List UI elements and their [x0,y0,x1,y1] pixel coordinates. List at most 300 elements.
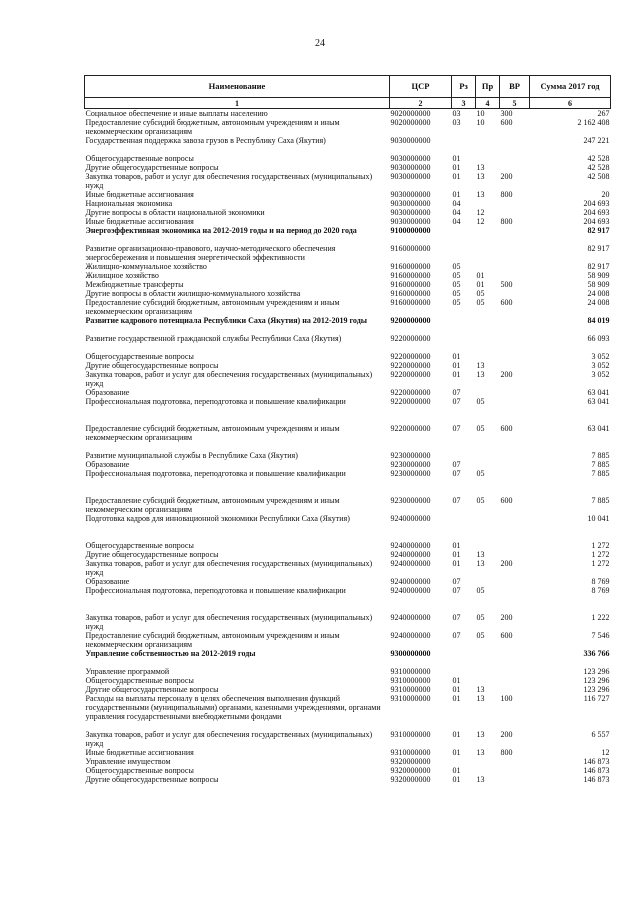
cell-name: Управление собственностью на 2012-2019 годы [85,649,256,658]
cell-sum: 1 272 [591,550,610,559]
cell-name: Закупка товаров, работ и услуг для обеспечения государственных (муниципальных) нужд [85,613,373,631]
cell-rz: 07 [452,469,461,478]
cell-pr: 10 [476,118,485,127]
table-row [85,334,611,352]
col-num: 4 [476,98,500,109]
cell-pr [476,262,500,271]
cell-vr: 600 [500,496,513,505]
cell-pr: 01 [476,280,485,289]
cell-sum: 63 041 [587,424,610,433]
header-name: Наименование [85,76,390,98]
cell-sum: 247 221 [583,136,610,145]
cell-pr [476,451,500,460]
cell-vr [500,685,530,694]
cell-vr [500,289,530,298]
table-body [85,109,611,785]
cell-name: Развитие кадрового потенциала Республики Саха (Якутия) на 2012-2019 годы [85,316,367,325]
cell-rz: 01 [452,775,461,784]
cell-pr: 12 [476,217,485,226]
cell-csr: 9030000000 [390,217,431,226]
cell-pr [476,388,500,397]
cell-csr: 9240000000 [390,559,431,568]
cell-csr: 9300000000 [390,649,431,658]
cell-csr: 9220000000 [390,334,431,343]
table-row [85,244,611,262]
cell-sum: 7 885 [591,496,610,505]
cell-rz: 01 [452,748,461,757]
cell-vr [500,667,530,676]
cell-sum: 1 272 [591,541,610,550]
cell-vr: 600 [500,424,513,433]
cell-name: Общегосударственные вопросы [85,154,194,163]
cell-pr [476,460,500,469]
cell-pr [476,766,500,775]
cell-csr: 9310000000 [390,667,431,676]
cell-sum: 336 766 [583,649,610,658]
cell-rz: 05 [452,262,461,271]
cell-sum: 6 557 [591,730,610,739]
budget-table [84,75,611,784]
cell-csr: 9030000000 [390,163,431,172]
cell-csr: 9020000000 [390,118,431,127]
cell-rz: 01 [452,541,461,550]
cell-rz [452,757,476,766]
table-row [85,397,611,424]
cell-rz: 07 [452,631,461,640]
cell-csr: 9160000000 [390,262,431,271]
cell-sum: 3 052 [591,370,610,379]
cell-vr: 600 [500,631,513,640]
cell-sum: 42 528 [587,154,610,163]
cell-rz: 01 [452,352,461,361]
cell-name: Общегосударственные вопросы [85,352,194,361]
cell-pr [476,154,500,163]
cell-sum: 2 162 408 [577,118,610,127]
cell-rz: 07 [452,613,461,622]
cell-name: Подготовка кадров для инновационной экономики Республики Саха (Якутия) [85,514,350,523]
cell-csr: 9230000000 [390,469,431,478]
cell-name: Предоставление субсидий бюджетным, автономным учреждениям и иным некоммерческим организациям [85,298,340,316]
cell-name: Развитие государственной гражданской службы Республики Саха (Якутия) [85,334,342,343]
cell-vr [500,388,530,397]
table-row [85,280,611,289]
cell-name: Управление имуществом [85,757,171,766]
cell-vr: 800 [500,748,513,757]
cell-name: Общегосударственные вопросы [85,541,194,550]
table-row [85,586,611,613]
cell-name: Другие вопросы в области национальной экономики [85,208,265,217]
cell-name: Иные бюджетные ассигнования [85,748,194,757]
cell-name: Другие вопросы в области жилищно-коммунального хозяйства [85,289,301,298]
cell-sum: 123 296 [583,676,610,685]
cell-rz [452,514,476,541]
cell-name: Жилищно-коммунальное хозяйство [85,262,207,271]
cell-rz: 01 [452,163,461,172]
cell-vr [500,451,530,460]
cell-vr [500,586,530,613]
cell-sum: 42 508 [587,172,610,181]
cell-csr: 9240000000 [390,541,431,550]
cell-sum: 1 272 [591,559,610,568]
cell-csr: 9230000000 [390,460,431,469]
cell-pr [476,757,500,766]
cell-pr: 13 [476,190,485,199]
cell-rz: 03 [452,118,461,127]
table-row [85,541,611,550]
cell-sum: 3 052 [591,352,610,361]
cell-vr [500,649,530,667]
table-row [85,262,611,271]
cell-name: Закупка товаров, работ и услуг для обеспечения государственных (муниципальных) нужд [85,559,373,577]
cell-vr: 300 [500,109,513,118]
cell-vr: 200 [500,172,513,181]
table-row [85,361,611,370]
table-row [85,217,611,226]
table-row [85,730,611,748]
cell-vr [500,676,530,685]
cell-sum: 116 727 [583,694,610,703]
cell-rz [452,667,476,676]
cell-vr [500,154,530,163]
cell-sum: 7 885 [591,469,610,478]
cell-rz [452,226,476,244]
cell-rz: 07 [452,460,461,469]
cell-name: Общегосударственные вопросы [85,766,194,775]
cell-rz: 07 [452,496,461,505]
cell-rz [452,244,476,262]
cell-name: Жилищное хозяйство [85,271,159,280]
cell-vr: 100 [500,694,513,703]
cell-csr: 9240000000 [390,577,431,586]
cell-name: Развитие организационно-правового, научно-методического обеспечения энергосбережения и повышения энергетической эффективности [85,244,336,262]
cell-pr: 13 [476,361,485,370]
cell-rz: 01 [452,370,461,379]
cell-name: Закупка товаров, работ и услуг для обеспечения государственных (муниципальных) нужд [85,370,373,388]
cell-vr [500,577,530,586]
cell-rz: 07 [452,424,461,433]
cell-rz [452,316,476,334]
table-row [85,460,611,469]
cell-pr: 01 [476,271,485,280]
table-row [85,352,611,361]
cell-csr: 9310000000 [390,694,431,703]
cell-sum: 267 [597,109,610,118]
cell-sum: 58 909 [587,280,610,289]
cell-pr: 13 [476,172,485,181]
cell-pr: 05 [476,586,485,595]
table-row [85,748,611,757]
cell-sum: 204 693 [583,217,610,226]
cell-rz: 05 [452,271,461,280]
cell-name: Межбюджетные трансферты [85,280,184,289]
cell-sum: 63 041 [587,388,610,397]
cell-pr: 05 [476,298,485,307]
cell-sum: 146 873 [583,757,610,766]
cell-vr: 200 [500,613,513,622]
cell-vr [500,208,530,217]
header-pr: Пр [476,76,500,98]
table-row [85,694,611,730]
cell-sum: 1 222 [591,613,610,622]
cell-csr: 9310000000 [390,748,431,757]
cell-csr: 9220000000 [390,388,431,397]
cell-csr: 9220000000 [390,352,431,361]
cell-vr [500,334,530,352]
cell-rz: 01 [452,766,461,775]
cell-name: Другие общегосударственные вопросы [85,775,219,784]
cell-rz: 03 [452,109,461,118]
cell-pr: 13 [476,730,485,739]
cell-rz [452,451,476,460]
cell-pr [476,199,500,208]
table-row [85,676,611,685]
cell-rz: 01 [452,559,461,568]
cell-vr [500,766,530,775]
col-num: 6 [530,98,611,109]
cell-rz: 05 [452,280,461,289]
header-csr: ЦСР [390,76,452,98]
cell-sum: 82 917 [587,262,610,271]
cell-rz: 04 [452,208,461,217]
cell-name: Образование [85,388,130,397]
cell-csr: 9320000000 [390,757,431,766]
cell-rz [452,136,476,154]
cell-csr: 9030000000 [390,136,431,145]
cell-pr: 05 [476,613,485,622]
table-row [85,271,611,280]
cell-name: Закупка товаров, работ и услуг для обеспечения государственных (муниципальных) нужд [85,172,373,190]
cell-rz: 05 [452,289,461,298]
cell-rz: 07 [452,577,461,586]
cell-rz: 07 [452,397,461,406]
table-row [85,775,611,784]
cell-pr [476,244,500,262]
cell-vr [500,136,530,154]
cell-vr [500,460,530,469]
cell-name: Другие общегосударственные вопросы [85,685,219,694]
cell-csr: 9230000000 [390,451,431,460]
cell-pr: 13 [476,685,485,694]
cell-name: Предоставление субсидий бюджетным, автономным учреждениям и иным некоммерческим организациям [85,424,340,442]
cell-sum: 24 008 [587,289,610,298]
cell-csr: 9030000000 [390,154,431,163]
table-row [85,388,611,397]
cell-sum: 12 [601,748,610,757]
cell-rz: 01 [452,361,461,370]
table-row [85,316,611,334]
cell-name: Предоставление субсидий бюджетным, автономным учреждениям и иным некоммерческим организациям [85,631,340,649]
cell-name: Энергоэффективная экономика на 2012-2019 годы и на период до 2020 года [85,226,357,235]
cell-csr: 9310000000 [390,685,431,694]
table-row [85,685,611,694]
cell-pr [476,676,500,685]
cell-vr [500,514,530,541]
cell-csr: 9030000000 [390,208,431,217]
cell-pr: 05 [476,397,485,406]
cell-pr: 13 [476,694,485,703]
cell-vr: 500 [500,280,513,289]
page-number: 24 [315,38,325,49]
cell-name: Профессиональная подготовка, переподготовка и повышение квалификации [85,397,346,406]
table-row [85,163,611,172]
cell-name: Другие общегосударственные вопросы [85,550,219,559]
cell-csr: 9240000000 [390,631,431,640]
cell-sum: 10 041 [587,514,610,523]
cell-csr: 9310000000 [390,676,431,685]
cell-name: Другие общегосударственные вопросы [85,163,219,172]
cell-sum: 8 769 [591,577,610,586]
cell-rz: 07 [452,586,461,595]
cell-vr [500,550,530,559]
cell-sum: 84 019 [587,316,610,325]
cell-name: Расходы на выплаты персоналу в целях обеспечения выполнения функций государственными (муниципальными) органами, казенными учреждениями, органами управления государственными внебюджетными фондами [85,694,381,721]
cell-pr: 12 [476,208,485,217]
cell-vr: 800 [500,190,513,199]
header-vr: ВР [500,76,530,98]
cell-pr [476,352,500,361]
cell-pr [476,334,500,352]
cell-name: Иные бюджетные ассигнования [85,217,194,226]
table-row [85,289,611,298]
cell-vr [500,469,530,496]
cell-csr: 9030000000 [390,190,431,199]
cell-sum: 204 693 [583,208,610,217]
cell-csr: 9240000000 [390,550,431,559]
cell-sum: 7 885 [591,460,610,469]
cell-rz: 05 [452,298,461,307]
cell-csr: 9230000000 [390,496,431,505]
cell-pr [476,667,500,676]
cell-name: Общегосударственные вопросы [85,676,194,685]
cell-name: Образование [85,577,130,586]
cell-sum: 58 909 [587,271,610,280]
cell-vr [500,757,530,766]
table-row [85,514,611,541]
cell-csr: 9320000000 [390,766,431,775]
cell-rz: 01 [452,685,461,694]
cell-vr: 600 [500,298,513,307]
cell-pr: 10 [476,109,485,118]
cell-csr: 9220000000 [390,370,431,379]
cell-csr: 9160000000 [390,271,431,280]
cell-sum: 82 917 [587,226,610,235]
cell-pr [476,136,500,154]
table-row [85,208,611,217]
table-row [85,667,611,676]
cell-pr [476,577,500,586]
cell-vr [500,361,530,370]
cell-sum: 42 528 [587,163,610,172]
cell-pr [476,316,500,334]
cell-pr: 13 [476,748,485,757]
cell-pr: 05 [476,631,485,640]
cell-pr: 13 [476,550,485,559]
header-sum: Сумма 2017 год [530,76,611,98]
cell-pr [476,649,500,667]
cell-vr: 200 [500,370,513,379]
table-row [85,424,611,451]
table-row [85,154,611,163]
cell-name: Государственная поддержка завоза грузов в Республику Саха (Якутия) [85,136,326,145]
cell-csr: 9310000000 [390,730,431,739]
cell-name: Управление программой [85,667,170,676]
cell-csr: 9320000000 [390,775,431,784]
cell-csr: 9030000000 [390,199,431,208]
cell-csr: 9100000000 [390,226,431,235]
cell-sum: 123 296 [583,667,610,676]
cell-vr [500,775,530,784]
cell-sum: 123 296 [583,685,610,694]
cell-sum: 20 [601,190,610,199]
cell-csr: 9160000000 [390,298,431,307]
cell-vr [500,244,530,262]
cell-vr [500,199,530,208]
table-row [85,496,611,514]
cell-vr: 200 [500,559,513,568]
cell-rz: 07 [452,388,461,397]
cell-vr: 600 [500,118,513,127]
cell-vr [500,262,530,271]
table-row [85,172,611,190]
table-row [85,199,611,208]
cell-sum: 66 093 [587,334,610,343]
cell-rz: 04 [452,217,461,226]
cell-rz: 04 [452,199,461,208]
cell-name: Предоставление субсидий бюджетным, автономным учреждениям и иным некоммерческим организациям [85,118,340,136]
cell-csr: 9020000000 [390,109,431,118]
cell-vr [500,541,530,550]
cell-pr: 05 [476,469,485,478]
cell-sum: 24 008 [587,298,610,307]
table-row [85,190,611,199]
cell-sum: 146 873 [583,766,610,775]
cell-rz: 01 [452,730,461,739]
cell-rz: 01 [452,172,461,181]
table-row [85,766,611,775]
cell-csr: 9160000000 [390,244,431,253]
col-num: 5 [500,98,530,109]
cell-sum: 3 052 [591,361,610,370]
cell-csr: 9030000000 [390,172,431,181]
cell-pr: 13 [476,163,485,172]
cell-csr: 9200000000 [390,316,431,325]
cell-csr: 9220000000 [390,361,431,370]
cell-name: Национальная экономика [85,199,173,208]
cell-sum: 204 693 [583,199,610,208]
cell-pr [476,541,500,550]
cell-vr: 200 [500,730,513,739]
cell-sum: 8 769 [591,586,610,595]
cell-sum: 146 873 [583,775,610,784]
cell-csr: 9240000000 [390,586,431,595]
cell-csr: 9240000000 [390,514,431,523]
cell-pr: 05 [476,424,485,433]
table-row [85,550,611,559]
table-row [85,559,611,577]
cell-vr: 800 [500,217,513,226]
table-row [85,118,611,136]
cell-csr: 9160000000 [390,289,431,298]
table-row [85,226,611,244]
cell-name: Образование [85,460,130,469]
cell-csr: 9240000000 [390,613,431,622]
cell-sum: 7 546 [591,631,610,640]
cell-sum: 82 917 [587,244,610,253]
cell-rz: 01 [452,550,461,559]
cell-csr: 9160000000 [390,280,431,289]
table-row [85,370,611,388]
cell-pr [476,226,500,244]
